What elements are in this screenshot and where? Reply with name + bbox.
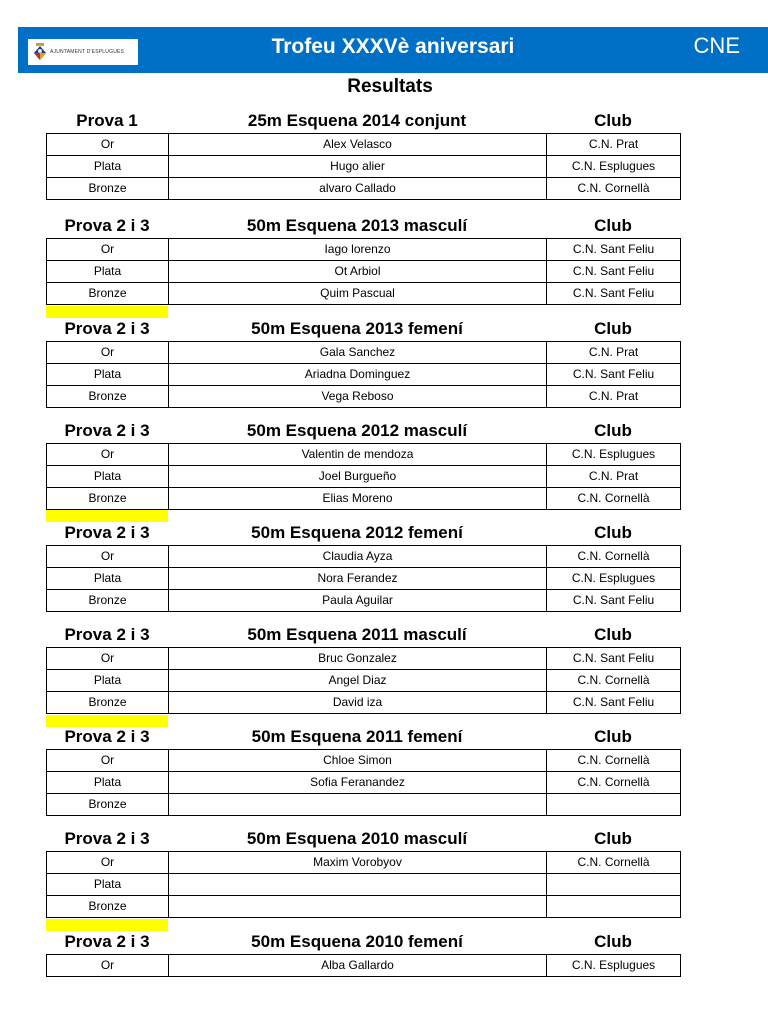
club-cell: C.N. Sant Feliu — [547, 261, 681, 283]
prova-label: Prova 2 i 3 — [64, 727, 150, 746]
club-cell: C.N. Cornellà — [547, 852, 681, 874]
club-cell — [547, 794, 681, 816]
table-row — [47, 648, 681, 670]
club-cell: C.N. Prat — [547, 134, 681, 156]
medal-cell: Or — [47, 444, 169, 466]
prova-label: Prova 2 i 3 — [64, 523, 150, 542]
club-cell: C.N. Sant Feliu — [547, 692, 681, 714]
club-cell: C.N. Esplugues — [547, 156, 681, 178]
club-cell: C.N. Cornellà — [547, 488, 681, 510]
club-cell: C.N. Sant Feliu — [547, 283, 681, 305]
club-cell: C.N. Cornellà — [547, 546, 681, 568]
event-section — [46, 725, 680, 816]
table-row — [47, 261, 681, 283]
swimmer-cell: Maxim Vorobyov — [169, 852, 547, 874]
table-row — [47, 568, 681, 590]
medal-cell: Or — [47, 648, 169, 670]
club-cell: C.N. Prat — [547, 466, 681, 488]
prova-label: Prova 2 i 3 — [64, 319, 150, 338]
logo-text: AJUNTAMENT D'ESPLUGUES — [50, 49, 125, 55]
results-table — [46, 647, 681, 714]
medal-cell: Or — [47, 546, 169, 568]
medal-cell: Bronze — [47, 590, 169, 612]
club-column-header: Club — [594, 216, 632, 235]
swimmer-cell: Alba Gallardo — [169, 955, 547, 977]
swimmer-cell: Nora Ferandez — [169, 568, 547, 590]
club-cell — [547, 896, 681, 918]
section-header — [46, 109, 680, 133]
club-column-header: Club — [594, 727, 632, 746]
table-row — [47, 364, 681, 386]
medal-cell: Or — [47, 239, 169, 261]
swimmer-cell: Valentin de mendoza — [169, 444, 547, 466]
club-cell: C.N. Esplugues — [547, 568, 681, 590]
event-section — [46, 109, 680, 200]
swimmer-cell: Sofia Feranandez — [169, 772, 547, 794]
prova-label: Prova 2 i 3 — [64, 216, 150, 235]
event-section — [46, 827, 680, 918]
table-row — [47, 670, 681, 692]
medal-cell: Bronze — [47, 794, 169, 816]
swimmer-cell — [169, 874, 547, 896]
swimmer-cell: Ot Arbiol — [169, 261, 547, 283]
table-row — [47, 466, 681, 488]
table-row — [47, 874, 681, 896]
event-label: 50m Esquena 2010 masculí — [246, 829, 468, 848]
table-row — [47, 794, 681, 816]
results-table — [46, 954, 681, 977]
swimmer-cell: Angel Diaz — [169, 670, 547, 692]
medal-cell: Bronze — [47, 692, 169, 714]
table-row — [47, 283, 681, 305]
medal-cell: Bronze — [47, 178, 169, 200]
club-cell: C.N. Prat — [547, 342, 681, 364]
table-row — [47, 546, 681, 568]
table-row — [47, 386, 681, 408]
medal-cell: Plata — [47, 670, 169, 692]
coat-of-arms-icon — [34, 43, 46, 61]
medal-cell: Plata — [47, 364, 169, 386]
section-header — [46, 623, 680, 647]
club-cell: C.N. Cornellà — [547, 178, 681, 200]
event-section — [46, 317, 680, 408]
prova-label: Prova 2 i 3 — [64, 625, 150, 644]
prova-label: Prova 2 i 3 — [64, 932, 150, 951]
event-label: 50m Esquena 2010 femení — [251, 932, 463, 951]
club-cell: C.N. Cornellà — [547, 670, 681, 692]
table-row — [47, 156, 681, 178]
event-section — [46, 521, 680, 612]
medal-cell: Plata — [47, 466, 169, 488]
results-table — [46, 238, 681, 305]
medal-cell: Plata — [47, 261, 169, 283]
org-label: CNE — [693, 33, 740, 58]
prova-label: Prova 1 — [76, 111, 138, 130]
prova-label: Prova 2 i 3 — [64, 421, 150, 440]
table-row — [47, 896, 681, 918]
results-table — [46, 749, 681, 816]
club-column-header: Club — [594, 111, 632, 130]
table-row — [47, 772, 681, 794]
page-title: Trofeu XXXVè aniversari — [271, 35, 515, 58]
swimmer-cell: Bruc Gonzalez — [169, 648, 547, 670]
club-column-header: Club — [594, 421, 632, 440]
medal-cell: Plata — [47, 156, 169, 178]
section-header — [46, 827, 680, 851]
event-label: 50m Esquena 2012 masculí — [246, 421, 468, 440]
section-header — [46, 214, 680, 238]
club-cell: C.N. Sant Feliu — [547, 590, 681, 612]
medal-cell: Plata — [47, 772, 169, 794]
swimmer-cell: Vega Reboso — [169, 386, 547, 408]
medal-cell: Bronze — [47, 386, 169, 408]
club-column-header: Club — [594, 319, 632, 338]
event-section — [46, 930, 680, 977]
club-cell: C.N. Prat — [547, 386, 681, 408]
results-heading: Resultats — [347, 76, 433, 97]
table-row — [47, 444, 681, 466]
medal-cell: Plata — [47, 874, 169, 896]
swimmer-cell — [169, 896, 547, 918]
swimmer-cell: Iago lorenzo — [169, 239, 547, 261]
results-table — [46, 443, 681, 510]
event-label: 50m Esquena 2011 masculí — [247, 625, 467, 644]
swimmer-cell: Paula Aguilar — [169, 590, 547, 612]
swimmer-cell: David iza — [169, 692, 547, 714]
medal-cell: Or — [47, 134, 169, 156]
swimmer-cell: Chloe Simon — [169, 750, 547, 772]
club-column-header: Club — [594, 932, 632, 951]
medal-cell: Bronze — [47, 283, 169, 305]
section-header — [46, 419, 680, 443]
event-label: 25m Esquena 2014 conjunt — [247, 111, 467, 130]
club-cell: C.N. Sant Feliu — [547, 364, 681, 386]
swimmer-cell: Claudia Ayza — [169, 546, 547, 568]
medal-cell: Bronze — [47, 488, 169, 510]
swimmer-cell: Quim Pascual — [169, 283, 547, 305]
event-label: 50m Esquena 2013 femení — [251, 319, 463, 338]
swimmer-cell: Alex Velasco — [169, 134, 547, 156]
event-section — [46, 419, 680, 510]
club-cell: C.N. Sant Feliu — [547, 239, 681, 261]
table-row — [47, 342, 681, 364]
table-row — [47, 134, 681, 156]
section-header — [46, 930, 680, 954]
results-table — [46, 341, 681, 408]
medal-cell: Or — [47, 342, 169, 364]
table-row — [47, 488, 681, 510]
table-row — [47, 239, 681, 261]
section-header — [46, 317, 680, 341]
club-cell: C.N. Cornellà — [547, 750, 681, 772]
results-table — [46, 133, 681, 200]
club-column-header: Club — [594, 829, 632, 848]
event-section — [46, 214, 680, 305]
club-cell: C.N. Cornellà — [547, 772, 681, 794]
swimmer-cell: Hugo alier — [169, 156, 547, 178]
table-row — [47, 590, 681, 612]
club-cell: C.N. Esplugues — [547, 955, 681, 977]
club-cell: C.N. Esplugues — [547, 444, 681, 466]
club-cell: C.N. Sant Feliu — [547, 648, 681, 670]
section-header — [46, 521, 680, 545]
header-banner — [18, 27, 768, 73]
swimmer-cell: Joel Burgueño — [169, 466, 547, 488]
medal-cell: Or — [47, 750, 169, 772]
medal-cell: Or — [47, 852, 169, 874]
prova-label: Prova 2 i 3 — [64, 829, 150, 848]
swimmer-cell: Elias Moreno — [169, 488, 547, 510]
club-cell — [547, 874, 681, 896]
swimmer-cell: Ariadna Dominguez — [169, 364, 547, 386]
club-column-header: Club — [594, 523, 632, 542]
medal-cell: Plata — [47, 568, 169, 590]
table-row — [47, 955, 681, 977]
table-row — [47, 692, 681, 714]
event-label: 50m Esquena 2012 femení — [251, 523, 463, 542]
swimmer-cell — [169, 794, 547, 816]
swimmer-cell: Gala Sanchez — [169, 342, 547, 364]
table-row — [47, 852, 681, 874]
table-row — [47, 750, 681, 772]
event-section — [46, 623, 680, 714]
results-table — [46, 851, 681, 918]
medal-cell: Or — [47, 955, 169, 977]
ajuntament-logo — [28, 39, 138, 65]
section-header — [46, 725, 680, 749]
table-row — [47, 178, 681, 200]
club-column-header: Club — [594, 625, 632, 644]
results-table — [46, 545, 681, 612]
event-label: 50m Esquena 2011 femení — [251, 727, 463, 746]
swimmer-cell: alvaro Callado — [169, 178, 547, 200]
medal-cell: Bronze — [47, 896, 169, 918]
event-label: 50m Esquena 2013 masculí — [246, 216, 468, 235]
